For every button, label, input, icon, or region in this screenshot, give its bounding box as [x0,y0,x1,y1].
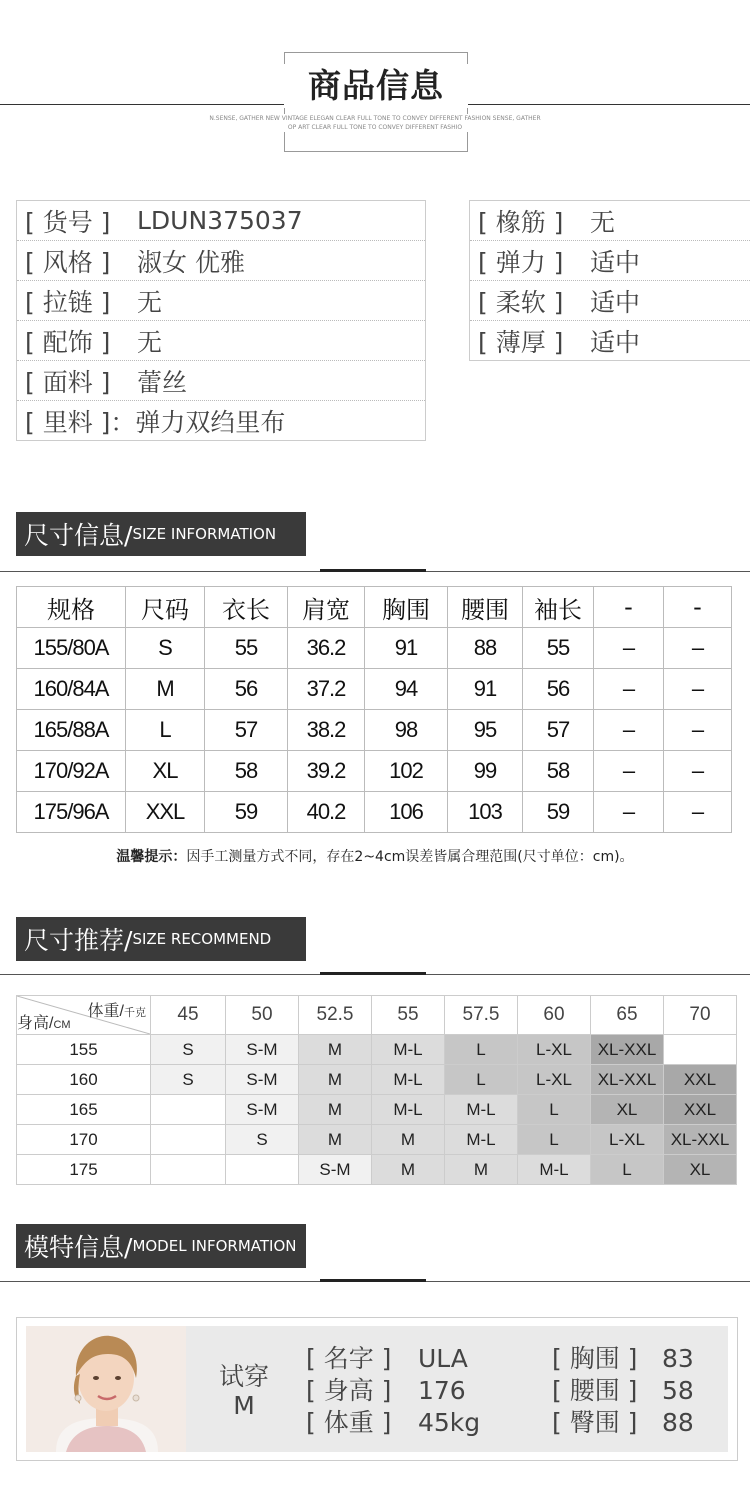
attribute-value: 淑女 优雅 [137,247,245,277]
table-row [17,1035,737,1065]
model-try-label: 试穿 [218,1362,269,1391]
attribute-value: 无 [137,287,163,317]
weight-header-cell: 60 [518,996,591,1035]
table-cell: – [664,710,732,751]
table-cell: – [664,669,732,710]
model-stat-row [306,1343,480,1375]
table-cell: 91 [448,669,523,710]
model-info-section-header [16,1224,306,1268]
table-cell: M-L [445,1095,518,1125]
attribute-row [470,321,750,360]
table-cell: 55 [205,628,288,669]
table-cell: S-M [226,1035,299,1065]
table-cell: L-XL [518,1065,591,1095]
attribute-row [470,281,750,321]
size-note-text: 因手工测量方式不同，存在2~4cm误差皆属合理范围(尺寸单位：cm)。 [186,849,634,865]
attribute-key: [ 货号 ] [25,207,111,237]
section-title-cn: 尺寸信息/ [24,521,133,550]
table-row [17,1155,737,1185]
table-cell: XL-XXL [591,1035,664,1065]
table-header-cell: - [664,587,732,628]
table-cell: L [518,1125,591,1155]
table-cell: – [664,628,732,669]
table-header-cell: 腰围 [448,587,523,628]
model-stat-value: 88 [662,1408,694,1437]
height-cell: 155 [17,1035,151,1065]
table-cell: M [299,1095,372,1125]
attribute-key: [ 拉链 ] [25,287,111,317]
table-cell: 160/84A [17,669,126,710]
attribute-value: 适中 [590,287,641,317]
table-cell: 91 [365,628,448,669]
attributes-left-table [16,200,426,441]
attribute-row [470,201,750,241]
attribute-key: [ 橡筋 ] [478,207,564,237]
model-try-on [216,1362,272,1420]
table-cell: M-L [372,1095,445,1125]
table-cell: 58 [205,751,288,792]
table-cell: XXL [664,1095,737,1125]
attribute-key: [ 配饰 ] [25,327,111,357]
table-cell: 103 [448,792,523,833]
attribute-value: 无 [137,327,163,357]
table-cell [226,1155,299,1185]
table-cell: L [126,710,205,751]
table-cell [151,1155,226,1185]
attribute-row [17,241,425,281]
attribute-row [17,401,425,440]
table-cell: XL [591,1095,664,1125]
model-stats-right [552,1343,694,1439]
attribute-key: [ 面料 ] [25,367,111,397]
size-recommend-table [16,995,737,1185]
table-cell: XL [126,751,205,792]
table-cell: 98 [365,710,448,751]
attribute-row [17,201,425,241]
table-cell: 36.2 [288,628,365,669]
model-stat-value: 45kg [418,1408,481,1437]
weight-header-cell: 50 [226,996,299,1035]
height-cell: 165 [17,1095,151,1125]
attribute-value: LDUN375037 [137,206,303,235]
table-cell: 55 [523,628,594,669]
table-cell: L-XL [591,1125,664,1155]
table-cell: S-M [226,1065,299,1095]
table-header-cell: 尺码 [126,587,205,628]
table-cell: 37.2 [288,669,365,710]
attribute-key: [ 风格 ] [25,247,111,277]
table-cell: M [299,1065,372,1095]
model-stat-value: ULA [418,1344,468,1373]
table-cell: S [151,1035,226,1065]
weight-header-cell: 55 [372,996,445,1035]
section-divider-accent [320,1279,426,1282]
model-stat-row [306,1407,480,1439]
table-cell: S [126,628,205,669]
attribute-row [17,281,425,321]
corner-weight-text: 体重/ [87,1003,124,1020]
table-header-row [17,587,732,628]
table-cell: L [591,1155,664,1185]
table-cell: L [518,1095,591,1125]
table-cell: L [445,1035,518,1065]
table-cell: 99 [448,751,523,792]
model-try-size: M [233,1391,255,1420]
header-subtitle-line-2: OP ART CLEAR FULL TONE TO CONVEY DIFFERENT FASHIO [287,124,463,131]
section-divider-accent [320,569,426,572]
model-stat-value: 58 [662,1376,694,1405]
table-cell: 94 [365,669,448,710]
table-row [17,1095,737,1125]
model-stat-row [306,1375,480,1407]
table-cell: S [151,1065,226,1095]
section-title-en: MODEL INFORMATION [132,1237,297,1255]
attribute-value: 无 [590,207,616,237]
table-cell: – [594,751,664,792]
table-cell: M [299,1035,372,1065]
table-cell: 155/80A [17,628,126,669]
model-stat-key: [ 胸围 ] [552,1344,638,1373]
table-cell [664,1035,737,1065]
weight-header-cell: 65 [591,996,664,1035]
size-note [0,846,750,866]
table-cell: – [664,792,732,833]
size-info-section-header [16,512,306,556]
table-header-cell: - [594,587,664,628]
model-stat-row [552,1407,694,1439]
table-row [17,710,732,751]
table-cell: 59 [523,792,594,833]
table-cell: 40.2 [288,792,365,833]
table-cell: 57 [205,710,288,751]
table-cell: M [372,1125,445,1155]
table-header-cell: 规格 [17,587,126,628]
table-header-cell: 胸围 [365,587,448,628]
table-cell: XL-XXL [664,1125,737,1155]
table-cell: S-M [299,1155,372,1185]
model-stat-key: [ 臀围 ] [552,1408,638,1437]
table-cell: 56 [523,669,594,710]
height-cell: 160 [17,1065,151,1095]
model-stats-left [306,1343,480,1439]
attribute-key: [ 里料 ] [25,407,111,437]
attribute-value: 蕾丝 [137,367,188,397]
table-cell: S-M [226,1095,299,1125]
header-subtitle [200,114,550,132]
model-stat-row [552,1375,694,1407]
table-cell: XL [664,1155,737,1185]
attributes-right-table [469,200,750,361]
section-title-en: SIZE RECOMMEND [132,930,272,948]
table-cell: 39.2 [288,751,365,792]
model-stat-key: [ 腰围 ] [552,1376,638,1405]
attribute-row [17,321,425,361]
table-cell: 88 [448,628,523,669]
size-recommend-section-header [16,917,306,961]
attribute-row [470,241,750,281]
table-cell: 165/88A [17,710,126,751]
weight-header-cell: 70 [664,996,737,1035]
table-cell: M [299,1125,372,1155]
model-stat-key: [ 身高 ] [306,1376,392,1405]
table-cell: 56 [205,669,288,710]
corner-height-unit: CM [53,1019,71,1031]
table-cell: S [226,1125,299,1155]
corner-height-text: 身高/ [17,1015,54,1032]
table-cell: – [594,710,664,751]
attribute-key: [ 薄厚 ] [478,327,564,357]
model-stat-key: [ 体重 ] [306,1408,392,1437]
table-header-cell: 袖长 [523,587,594,628]
model-stat-value: 176 [418,1376,466,1405]
weight-header-cell: 57.5 [445,996,518,1035]
model-stat-key: [ 名字 ] [306,1344,392,1373]
corner-height-label [17,1010,71,1033]
section-divider-accent [320,972,426,975]
size-note-label: 温馨提示： [116,849,187,865]
table-cell: M [126,669,205,710]
table-corner-cell [17,996,151,1035]
table-cell: XXL [664,1065,737,1095]
corner-weight-label [88,998,146,1021]
table-cell: XXL [126,792,205,833]
table-row [17,792,732,833]
table-cell: – [594,628,664,669]
table-row [17,669,732,710]
attribute-key: [ 弹力 ] [478,247,564,277]
table-cell: 59 [205,792,288,833]
table-cell: 57 [523,710,594,751]
table-cell: – [594,669,664,710]
size-table [16,586,732,833]
table-cell: M-L [372,1065,445,1095]
table-row [17,1065,737,1095]
page-title: 商品信息 [284,64,468,108]
attribute-key: [ 柔软 ] [478,287,564,317]
table-cell: 175/96A [17,792,126,833]
table-cell: 106 [365,792,448,833]
attribute-value: ：弹力双绉里布 [110,407,286,437]
section-title-en: SIZE INFORMATION [132,525,277,543]
table-header-cell: 衣长 [205,587,288,628]
table-cell: M-L [445,1125,518,1155]
table-header-row [17,996,737,1035]
table-cell: – [594,792,664,833]
table-row [17,628,732,669]
table-cell: XL-XXL [591,1065,664,1095]
weight-header-cell: 45 [151,996,226,1035]
table-cell: M-L [372,1035,445,1065]
height-cell: 170 [17,1125,151,1155]
table-row [17,1125,737,1155]
table-cell: 102 [365,751,448,792]
table-cell: M-L [518,1155,591,1185]
model-portrait-image [26,1326,186,1452]
table-cell: 58 [523,751,594,792]
corner-weight-unit: 千克 [124,1007,146,1019]
table-cell: L [445,1065,518,1095]
table-cell: 38.2 [288,710,365,751]
table-cell: M [372,1155,445,1185]
table-row [17,751,732,792]
attribute-row [17,361,425,401]
model-stat-row [552,1343,694,1375]
weight-header-cell: 52.5 [299,996,372,1035]
attribute-value: 适中 [590,247,641,277]
table-header-cell: 肩宽 [288,587,365,628]
table-cell: – [664,751,732,792]
model-stat-value: 83 [662,1344,694,1373]
table-cell: M [445,1155,518,1185]
attribute-value: 适中 [590,327,641,357]
table-cell: 95 [448,710,523,751]
header-subtitle-line-1: N.SENSE, GATHER NEW VINTAGE ELEGAN CLEAR FULL TONE TO CONVEY DIFFERENT FASHION SENSE, GATHER [209,115,541,122]
model-photo [26,1326,186,1452]
section-title-cn: 模特信息/ [24,1233,133,1262]
section-title-cn: 尺寸推荐/ [24,926,133,955]
table-cell [151,1125,226,1155]
table-cell: L-XL [518,1035,591,1065]
table-cell: 170/92A [17,751,126,792]
height-cell: 175 [17,1155,151,1185]
table-cell [151,1095,226,1125]
